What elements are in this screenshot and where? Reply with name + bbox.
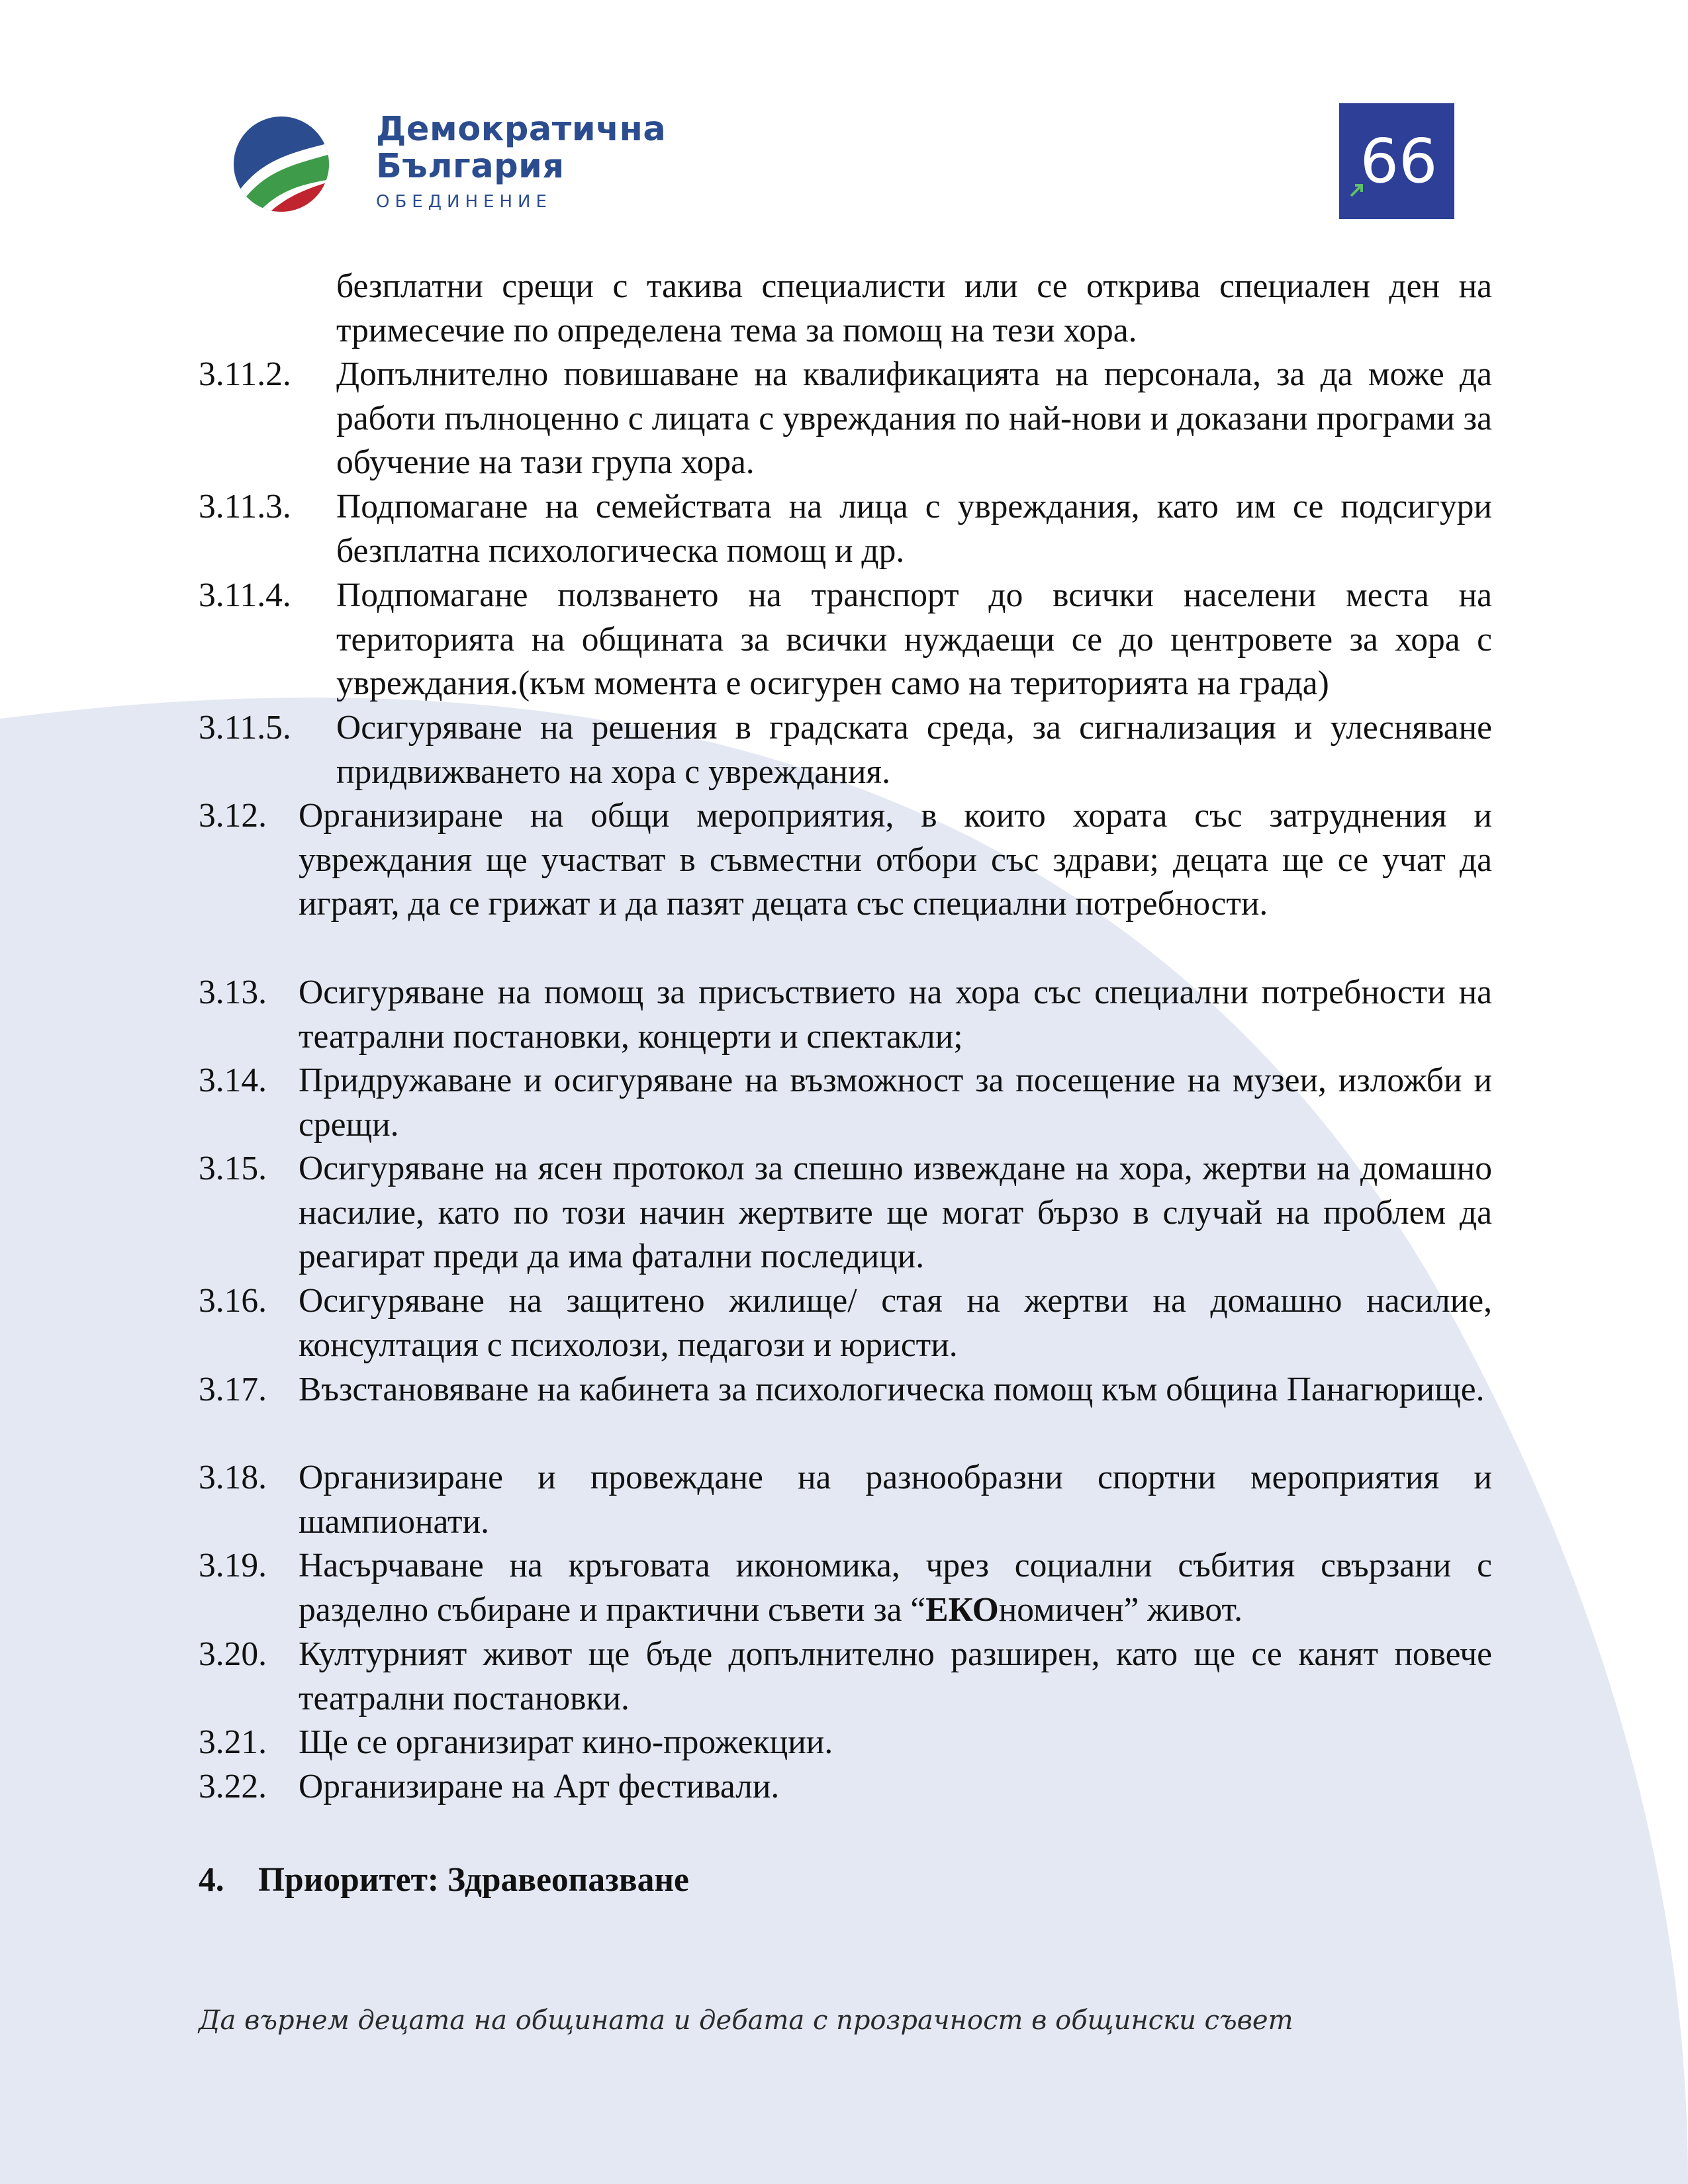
section-number: 4. [199,1861,224,1899]
list-item-number: 3.21. [199,1723,267,1761]
section-heading [199,1858,689,1902]
list-item-text: Осигуряване на помощ за присъствието на хора със специални потребности на театрални постановки, концерти и спектакли; [299,974,1492,1056]
list-item-number: 3.22. [199,1768,267,1805]
list-item-text: Възстановяване на кабинета за психологическа помощ към община Панагюрище. [299,1371,1485,1408]
logo-title-line2: България [376,147,565,186]
list-item-text: Подпомагане на семействата на лица с увреждания, като им се подсигури безплатна психологическа помощ и др. [336,488,1492,570]
footer-slogan: Да върнем децата на общината и дебата с прозрачност в общински съвет [199,2005,1293,2036]
list-item-text: Организиране на общи мероприятия, в които хората със затруднения и увреждания ще участват в съвместни отбори със здрави; децата ще се учат да играят, да се грижат и да пазят децата със специални потребности. [299,797,1492,923]
list-item-text: Осигуряване на защитено жилище/ стая на жертви на домашно насилие, консултация с психолози, педагози и юристи. [299,1282,1492,1364]
list-item-number: 3.18. [199,1459,267,1496]
list-item-text: Ще се организират кино-прожекции. [299,1723,833,1761]
list-item-number: 3.11.2. [199,355,291,393]
list-item-text: Допълнително повишаване на квалификацията на персонала, за да може да работи пълноценно с лицата с увреждания по най-нови и доказани програми за обучение на тази група хора. [336,355,1492,482]
list-item-text: Осигуряване на решения в градската среда, за сигнализация и улесняване придвижването на хора с увреждания. [336,709,1492,791]
list-item-text: Организиране на Арт фестивали. [299,1768,780,1805]
list-item-text: безплатни срещи с такива специалисти или се открива специален ден на тримесечие по определена тема за помощ на тези хора. [336,267,1492,349]
list-item-number: 3.11.5. [199,709,291,747]
list-item-text-part: номичен” живот. [998,1590,1243,1629]
section-title: Приоритет: Здравеопазване [258,1861,689,1899]
list-item-number: 3.17. [199,1371,267,1408]
eco-emphasis: ЕКО [925,1590,999,1629]
list-item-number: 3.11.3. [199,488,291,525]
list-item-text: Организиране и провеждане на разнообразни спортни мероприятия и шампионати. [299,1459,1492,1541]
list-item-number: 3.14. [199,1062,267,1099]
list-item-text: Подпомагане ползването на транспорт до всички населени места на територията на общината за всички нуждаещи се до центровете за хора с увреждания.(към момента е осигурен само на територията на града) [336,576,1492,703]
party-logo-mark-icon [232,114,331,214]
list-item-number: 3.19. [199,1547,267,1584]
list-item-number: 3.13. [199,974,267,1011]
list-item-number: 3.20. [199,1635,267,1673]
page-number: 66 [1360,125,1438,197]
list-item-number: 3.15. [199,1150,267,1187]
list-item-text: Осигуряване на ясен протокол за спешно извеждане на хора, жертви на домашно насилие, като по този начин жертвите ще могат бързо в случай на проблем да реагират преди да има фатални последици. [299,1150,1492,1276]
logo-subtitle: ОБЕДИНЕНИЕ [376,192,552,212]
list-item-number: 3.11.4. [199,576,291,614]
list-item-text: Придружаване и осигуряване на възможност за посещение на музеи, изложби и срещи. [299,1062,1492,1144]
list-item-number: 3.12. [199,797,267,835]
page-number-badge [1339,103,1454,219]
logo-title-line1: Демократична [376,110,667,149]
arrow-up-right-icon [1348,181,1366,199]
list-item-text: Културният живот ще бъде допълнително разширен, като ще се канят повече театрални постановки. [299,1635,1492,1717]
list-item-number: 3.16. [199,1282,267,1320]
list-item-text-part: Насърчаване на кръговата икономика, чрез социални събития свързани с разделно събиране и практични съвети за “ [299,1547,1492,1629]
party-logo [232,111,695,224]
list-item-text [299,1544,1492,1632]
